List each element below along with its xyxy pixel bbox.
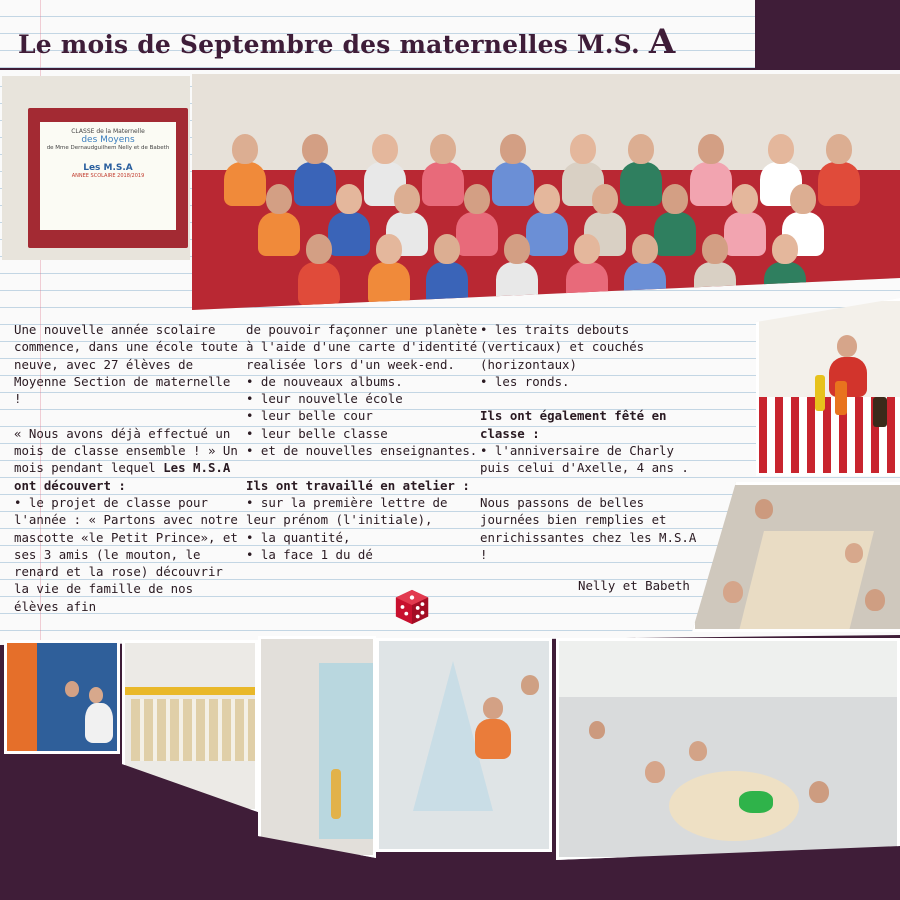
child — [464, 184, 490, 214]
plaque-line1: CLASSE de la Maternelle — [71, 128, 145, 135]
child-shirt — [654, 212, 696, 256]
child-shirt — [690, 162, 732, 206]
text-column-3: • les traits debouts (verticaux) et couchés (horizontaux) • les ronds. Ils ont également fêté en classe : • l'anniversaire de Charly puis celui d'Axelle, 4 ans . Nous passons de belles journées bien remplies et enrichissantes chez les M.S.A ! — [480, 322, 697, 562]
child — [534, 184, 560, 214]
child-shirt — [818, 162, 860, 206]
child — [628, 134, 654, 164]
plaque-card — [40, 122, 176, 230]
child — [632, 234, 658, 264]
child — [376, 234, 402, 264]
child — [434, 234, 460, 264]
child-shirt — [620, 162, 662, 206]
child — [394, 184, 420, 214]
page-title: Le mois de Septembre des maternelles M.S. A — [18, 22, 676, 62]
child — [504, 234, 530, 264]
class-plaque-photo — [2, 76, 190, 260]
child — [372, 134, 398, 164]
child — [826, 134, 852, 164]
teepee-photo — [376, 638, 552, 852]
child — [336, 184, 362, 214]
child — [662, 184, 688, 214]
child-shirt — [294, 162, 336, 206]
snack-table-photo — [756, 298, 900, 476]
child-shirt — [368, 262, 410, 306]
child — [306, 234, 332, 264]
child — [768, 134, 794, 164]
child-shirt — [224, 162, 266, 206]
group-photo — [192, 74, 900, 310]
child — [570, 134, 596, 164]
text-column-2: de pouvoir façonner une planète à l'aide d'une carte d'identité realisée lors d'un week-end. • de nouveaux albums. • leur nouvelle école • leur belle cour • leur belle classe • et de nouvelles enseignantes. Ils ont travaillé en atelier : • sur la première lettre de leur prénom (l'initiale), • la quantité, • la face 1 du dé — [246, 322, 478, 562]
child-shirt — [456, 212, 498, 256]
child — [430, 134, 456, 164]
child — [772, 234, 798, 264]
plaque-line4: Les M.S.A — [83, 163, 133, 173]
child — [732, 184, 758, 214]
plaque-line5: ANNEE SCOLAIRE 2018/2019 — [71, 173, 145, 179]
child-shirt — [328, 212, 370, 256]
child — [500, 134, 526, 164]
title-strip — [0, 0, 755, 68]
door-photo — [258, 636, 376, 858]
red-dice-icon — [393, 588, 431, 626]
child — [302, 134, 328, 164]
child — [702, 234, 728, 264]
child-shirt — [258, 212, 300, 256]
classroom-activity-photo — [556, 638, 900, 860]
child — [232, 134, 258, 164]
child-shirt — [526, 212, 568, 256]
plaque-board — [28, 108, 188, 248]
child-shirt — [492, 162, 534, 206]
coat-hooks-photo — [4, 640, 120, 754]
child-shirt — [298, 262, 340, 306]
child — [790, 184, 816, 214]
child — [698, 134, 724, 164]
text-column-1: Une nouvelle année scolaire commence, dans une école toute neuve, avec 27 élèves de Moyenne Section de maternelle ! « Nous avons déjà effectué un mois de classe ensemble ! » Un mois pendant lequel Les M.S.A ont découvert : • le projet de classe pour l'année : « Partons avec notre mascotte «le Petit Prince», et ses 3 amis (le mouton, le renard et la rose) découvrir la vie de famille de nos élèves afin — [14, 322, 238, 614]
child — [592, 184, 618, 214]
bag-hooks-photo — [122, 640, 258, 812]
child — [266, 184, 292, 214]
child — [574, 234, 600, 264]
child-shirt — [422, 162, 464, 206]
signature: Nelly et Babeth — [578, 578, 690, 593]
plaque-line2: des Moyens — [81, 135, 135, 145]
plaque-line3: de Mme Dernaudguilhem Nelly et de Babeth — [46, 145, 170, 151]
child-shirt — [724, 212, 766, 256]
